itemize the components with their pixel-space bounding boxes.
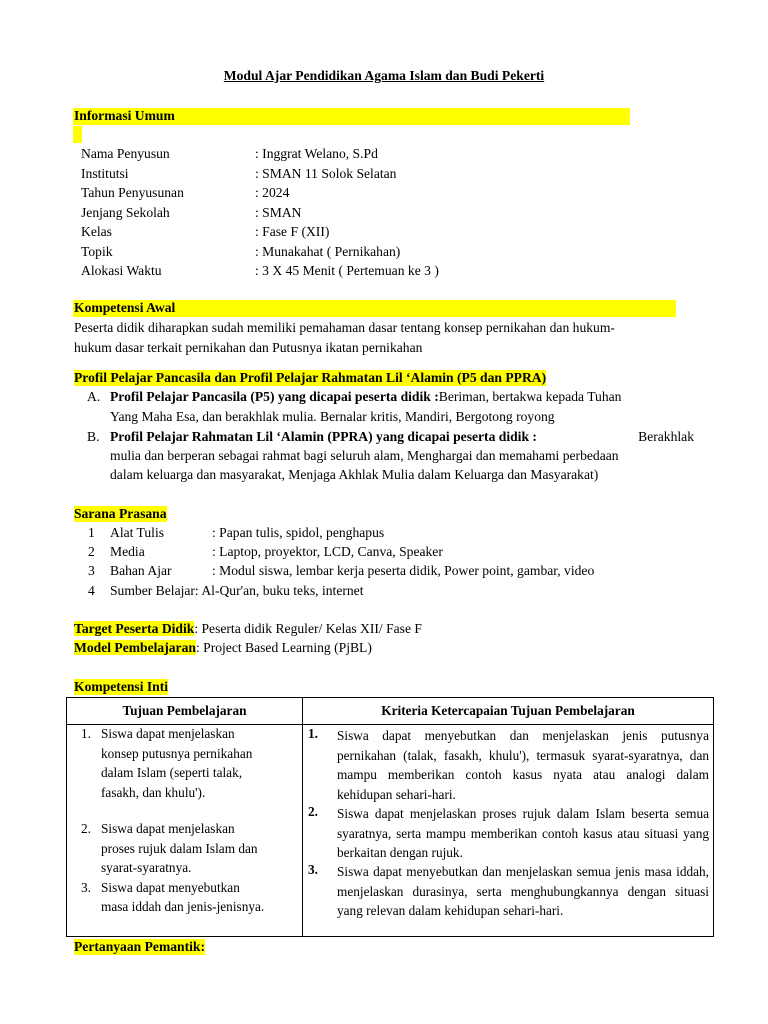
- highlight-marker: [73, 126, 82, 143]
- sarana-num-1: 1: [88, 525, 95, 540]
- kriteria-text-3: Siswa dapat menyebutkan dan menjelaskan semua jenis masa iddah, menjelaskan durasinya, serta menghubungkannya dengan situasi yang relevan dalam kehidupan sehari-hari.: [337, 864, 709, 918]
- tujuan-num-1: 1.: [81, 726, 91, 741]
- info-label-alokasi: Alokasi Waktu: [81, 263, 162, 278]
- sarana-label-3: Bahan Ajar: [110, 563, 172, 578]
- tujuan-1-line-2: konsep putusnya pernikahan: [101, 745, 253, 761]
- heading-profil-pelajar: Profil Pelajar Pancasila dan Profil Pelajar Rahmatan Lil ‘Alamin (P5 dan PPRA): [74, 370, 547, 385]
- tujuan-1-line-4: fasakh, dan khulu').: [101, 784, 206, 800]
- heading-sarana-prasana: Sarana Prasana: [74, 506, 167, 521]
- model-pembelajaran-label: Model Pembelajaran: [74, 640, 196, 655]
- sarana-num-3: 3: [88, 563, 95, 578]
- sarana-label-4: Sumber Belajar: Al-Qur'an, buku teks, internet: [110, 583, 364, 598]
- tujuan-num-2: 2.: [81, 821, 91, 836]
- info-label-kelas: Kelas: [81, 224, 112, 239]
- profil-a-line-2: Yang Maha Esa, dan berakhlak mulia. Bernalar kritis, Mandiri, Bergotong royong: [110, 409, 555, 424]
- target-peserta-label: Target Peserta Didik: [74, 621, 195, 636]
- table-row: [67, 725, 714, 937]
- model-pembelajaran-value: : Project Based Learning (PjBL): [195, 640, 372, 655]
- heading-informasi-umum: Informasi Umum: [74, 108, 175, 123]
- profil-a-bold: Profil Pelajar Pancasila (P5) yang dicapai peserta didik :: [110, 389, 439, 404]
- sarana-label-1: Alat Tulis: [110, 525, 165, 540]
- info-value-topik: : Munakahat ( Pernikahan): [255, 243, 401, 259]
- info-value-nama: : Inggrat Welano, S.Pd: [255, 146, 378, 161]
- kompetensi-awal-line-1: Peserta didik diharapkan sudah memiliki pemahaman dasar tentang konsep pernikahan dan hukum-: [74, 320, 615, 335]
- sarana-value-3: : Modul siswa, lembar kerja peserta didik, Power point, gambar, video: [212, 563, 595, 578]
- tujuan-1-line-3: dalam Islam (seperti talak,: [101, 765, 243, 780]
- profil-b-line-3: dalam keluarga dan masyarakat, Menjaga Akhlak Mulia dalam Keluarga dan Masyarakat): [110, 467, 599, 482]
- table-header-kriteria: Kriteria Ketercapaian Tujuan Pembelajaran: [303, 698, 714, 725]
- profil-b-bold: Profil Pelajar Rahmatan Lil ‘Alamin (PPRA) yang dicapai peserta didik :: [110, 429, 537, 444]
- kompetensi-inti-table: [66, 697, 714, 937]
- sarana-value-2: : Laptop, proyektor, LCD, Canva, Speaker: [212, 544, 443, 559]
- tujuan-cell: [67, 725, 303, 937]
- kriteria-text-2: Siswa dapat menjelaskan proses rujuk dalam Islam beserta semua syaratnya, serta mampu memberikan contoh kasus atau situasi yang berkaitan dengan rujuk.: [337, 806, 709, 860]
- list-marker-b: B.: [87, 429, 100, 444]
- sarana-label-2: Media: [110, 544, 145, 559]
- tujuan-3-line-1: Siswa dapat menyebutkan: [101, 879, 240, 895]
- info-label-tahun: Tahun Penyusunan: [81, 185, 184, 200]
- info-label-nama: Nama Penyusun: [81, 146, 170, 161]
- info-value-tahun: : 2024: [255, 185, 290, 200]
- profil-b-line-1: [110, 429, 694, 445]
- tujuan-2-line-1: Siswa dapat menjelaskan: [101, 821, 235, 836]
- heading-kompetensi-awal: Kompetensi Awal: [74, 300, 176, 315]
- table-header-tujuan: Tujuan Pembelajaran: [67, 698, 303, 725]
- kriteria-num-2: 2.: [308, 804, 318, 819]
- kriteria-num-1: 1.: [308, 726, 318, 741]
- kriteria-num-3: 3.: [308, 862, 318, 877]
- tujuan-num-3: 3.: [81, 879, 91, 895]
- tujuan-2-line-3: syarat-syaratnya.: [101, 860, 192, 875]
- sarana-num-2: 2: [88, 544, 95, 559]
- info-label-institusi: Institutsi: [81, 165, 129, 181]
- profil-b-line-2: mulia dan berperan sebagai rahmat bagi seluruh alam, Menghargai dan memahami perbedaan: [110, 448, 619, 463]
- kompetensi-awal-line-2: hukum dasar terkait pernikahan dan Putusnya ikatan pernikahan: [74, 340, 423, 355]
- list-marker-a: A.: [87, 389, 101, 404]
- heading-pertanyaan-pemantik: Pertanyaan Pemantik:: [74, 939, 206, 954]
- heading-kompetensi-inti: Kompetensi Inti: [74, 679, 169, 694]
- profil-a-line-1: [110, 389, 621, 405]
- info-value-institusi: : SMAN 11 Solok Selatan: [255, 165, 397, 181]
- tujuan-1-line-1: Siswa dapat menjelaskan: [101, 726, 235, 741]
- document-title: Modul Ajar Pendidikan Agama Islam dan Budi Pekerti: [223, 68, 545, 83]
- info-value-alokasi: : 3 X 45 Menit ( Pertemuan ke 3 ): [255, 263, 439, 278]
- kriteria-cell: [303, 725, 714, 937]
- sarana-num-4: 4: [88, 583, 95, 598]
- info-label-jenjang: Jenjang Sekolah: [81, 204, 170, 220]
- info-value-kelas: : Fase F (XII): [255, 224, 330, 239]
- table-header-row: [67, 698, 714, 725]
- profil-a-text-1: Beriman, bertakwa kepada Tuhan: [438, 389, 622, 404]
- kriteria-text-1: Siswa dapat menyebutkan dan menjelaskan jenis putusnya pernikahan (talak, fasakh, khulu'), termasuk syarat-syaratnya, dan mampu memberikan contoh kasus nyata atau analogi dalam kehidupan sehari-hari.: [337, 728, 709, 802]
- tujuan-2-line-2: proses rujuk dalam Islam dan: [101, 840, 258, 856]
- model-pembelajaran-line: [74, 640, 372, 656]
- tujuan-3-line-2: masa iddah dan jenis-jenisnya.: [101, 899, 265, 914]
- target-peserta-value: : Peserta didik Reguler/ Kelas XII/ Fase F: [194, 621, 422, 636]
- info-label-topik: Topik: [81, 243, 113, 259]
- target-peserta-line: [74, 621, 422, 637]
- profil-b-text-1: Berakhlak: [638, 429, 694, 444]
- info-value-jenjang: : SMAN: [255, 204, 302, 220]
- sarana-value-1: : Papan tulis, spidol, penghapus: [212, 525, 385, 540]
